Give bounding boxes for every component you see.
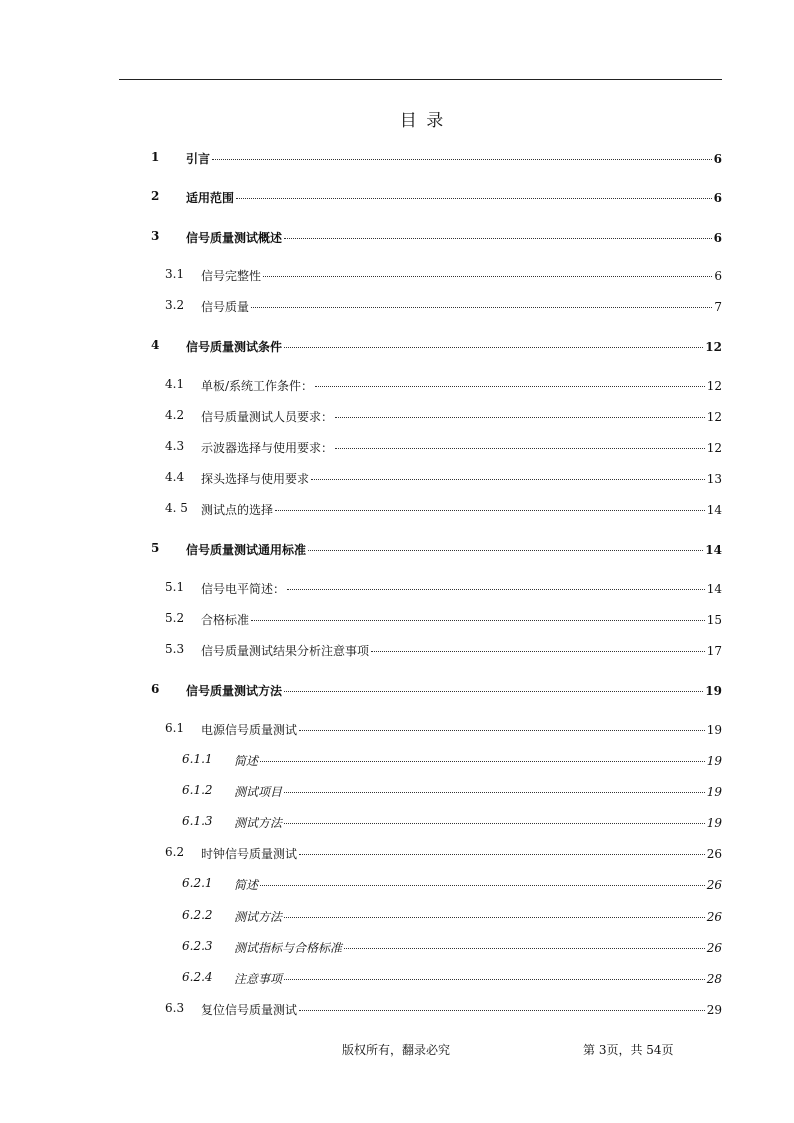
toc-entry[interactable] [0,845,722,862]
toc-entry-title: 测试指标与合格标准 [234,941,343,955]
toc-entry[interactable] [0,876,722,893]
toc-title: 目 录 [399,111,446,131]
toc-entry-page-number: 14 [706,503,722,517]
toc-entry-title: 合格标准 [201,613,250,627]
toc-entry-title: 信号质量测试方法 [186,684,283,698]
toc-entry-number: 3.2 [165,298,185,312]
toc-entry[interactable] [0,580,722,597]
toc-entry-number: 4.2 [165,408,185,422]
header-rule [119,79,722,80]
toc-entry-title: 信号质量 [201,300,250,314]
toc-entry-page-number: 6 [714,269,722,283]
toc-dot-leader [311,478,705,480]
toc-dot-leader [287,588,705,590]
toc-entry-number: 6.2.1 [182,876,213,890]
toc-entry-title: 信号完整性 [201,269,262,283]
toc-entry-title: 测试项目 [234,785,283,799]
toc-dot-leader [284,978,705,980]
toc-entry-page-number: 26 [706,941,722,955]
toc-entry[interactable] [0,501,722,518]
toc-entry-title: 单板/系统工作条件： [201,379,314,393]
toc-entry-page-number: 19 [706,754,722,768]
toc-entry-number: 6.1.3 [182,814,213,828]
toc-entry[interactable] [0,682,722,699]
toc-entry-number: 5.1 [165,580,185,594]
toc-dot-leader [371,650,705,652]
toc-entry[interactable] [0,470,722,487]
toc-dot-leader [299,1009,705,1011]
toc-entry-title: 简述 [234,754,259,768]
toc-entry-page-number: 14 [706,582,722,596]
toc-entry[interactable] [0,939,722,956]
toc-dot-leader [335,416,705,418]
toc-entry-page-number: 12 [706,441,722,455]
toc-entry-title: 信号质量测试人员要求： [201,410,334,424]
toc-entry-number: 4. 5 [165,501,188,515]
toc-entry[interactable] [0,1001,722,1018]
toc-entry-title: 示波器选择与使用要求： [201,441,334,455]
toc-entry-number: 6.3 [165,1001,185,1015]
toc-entry-number: 4.4 [165,470,185,484]
toc-entry-title: 探头选择与使用要求 [201,472,310,486]
toc-entry-title: 电源信号质量测试 [201,723,298,737]
toc-entry-page-number: 12 [706,379,722,393]
toc-entry[interactable] [0,814,722,831]
toc-dot-leader [284,690,703,692]
toc-entry-page-number: 6 [713,152,722,166]
toc-entry-title: 信号质量测试概述 [186,231,283,245]
toc-entry-page-number: 12 [705,340,722,354]
toc-entry-number: 4.3 [165,439,185,453]
toc-entry[interactable] [0,229,722,246]
toc-entry-title: 复位信号质量测试 [201,1003,298,1017]
toc-dot-leader [260,760,705,762]
toc-entry-page-number: 26 [706,910,722,924]
toc-dot-leader [251,619,705,621]
toc-entry-page-number: 29 [706,1003,722,1017]
toc-dot-leader [275,509,705,511]
toc-dot-leader [263,275,712,277]
toc-entry-number: 6.1.1 [182,752,213,766]
toc-entry-title: 信号质量测试条件 [186,340,283,354]
toc-entry-page-number: 6 [713,231,722,245]
footer-copyright: 版权所有，翻录必究 [342,1043,451,1057]
toc-entry-page-number: 17 [706,644,722,658]
toc-dot-leader [212,158,712,160]
toc-dot-leader [299,729,705,731]
toc-entry[interactable] [0,338,722,355]
toc-entry[interactable] [0,970,722,987]
toc-entry-page-number: 13 [706,472,722,486]
toc-dot-leader [344,947,705,949]
toc-entry[interactable] [0,908,722,925]
toc-dot-leader [284,822,705,824]
toc-dot-leader [236,197,712,199]
toc-entry-number: 1 [151,150,160,164]
toc-entry-title: 测试方法 [234,910,283,924]
toc-entry-number: 6.2.4 [182,970,213,984]
toc-entry-page-number: 19 [706,785,722,799]
toc-entry-title: 引言 [186,152,211,166]
toc-entry-page-number: 12 [706,410,722,424]
toc-dot-leader [299,853,705,855]
toc-entry-page-number: 7 [714,300,722,314]
toc-entry-title: 信号质量测试结果分析注意事项 [201,644,370,658]
toc-dot-leader [284,791,705,793]
toc-entry-number: 6.2 [165,845,185,859]
toc-dot-leader [284,346,703,348]
toc-entry-page-number: 26 [706,878,722,892]
toc-dot-leader [335,447,705,449]
toc-entry-page-number: 14 [705,543,722,557]
toc-entry-number: 4.1 [165,377,185,391]
toc-entry-number: 3.1 [165,267,185,281]
toc-entry-number: 2 [151,189,160,203]
toc-entry-number: 3 [151,229,160,243]
toc-entry-number: 6.2.3 [182,939,213,953]
toc-entry-title: 测试点的选择 [201,503,274,517]
toc-dot-leader [284,916,705,918]
toc-entry[interactable] [0,150,722,167]
toc-entry-number: 5.3 [165,642,185,656]
toc-entry-number: 5.2 [165,611,185,625]
toc-entry[interactable] [0,267,722,284]
toc-entry[interactable] [0,408,722,425]
toc-entry-title: 简述 [234,878,259,892]
toc-entry-title: 适用范围 [186,191,235,205]
toc-entry-number: 6 [151,682,160,696]
toc-entry[interactable] [0,721,722,738]
toc-entry[interactable] [0,752,722,769]
toc-dot-leader [260,884,705,886]
toc-entry-number: 5 [151,541,160,555]
toc-entry[interactable] [0,541,722,558]
toc-entry-number: 6.1.2 [182,783,213,797]
toc-entry-page-number: 19 [705,684,722,698]
toc-entry[interactable] [0,298,722,315]
toc-dot-leader [308,549,703,551]
toc-entry-number: 4 [151,338,160,352]
toc-entry-page-number: 28 [706,972,722,986]
toc-entry[interactable] [0,377,722,394]
toc-entry-number: 6.2.2 [182,908,213,922]
toc-dot-leader [284,237,712,239]
toc-dot-leader [315,385,705,387]
toc-entry[interactable] [0,439,722,456]
toc-entry-number: 6.1 [165,721,185,735]
toc-entry-title: 测试方法 [234,816,283,830]
toc-entry-page-number: 6 [713,191,722,205]
toc-dot-leader [251,306,712,308]
footer-page-info: 第 3页，共 54页 [583,1043,674,1057]
toc-entry-title: 信号电平简述： [201,582,286,596]
toc-entry-page-number: 19 [706,723,722,737]
toc-entry[interactable] [0,611,722,628]
toc-entry-page-number: 26 [706,847,722,861]
toc-entry[interactable] [0,189,722,206]
toc-entry-title: 信号质量测试通用标准 [186,543,307,557]
toc-entry[interactable] [0,642,722,659]
toc-entry-page-number: 15 [706,613,722,627]
toc-entry-title: 注意事项 [234,972,283,986]
toc-entry[interactable] [0,783,722,800]
toc-entry-page-number: 19 [706,816,722,830]
toc-entry-title: 时钟信号质量测试 [201,847,298,861]
